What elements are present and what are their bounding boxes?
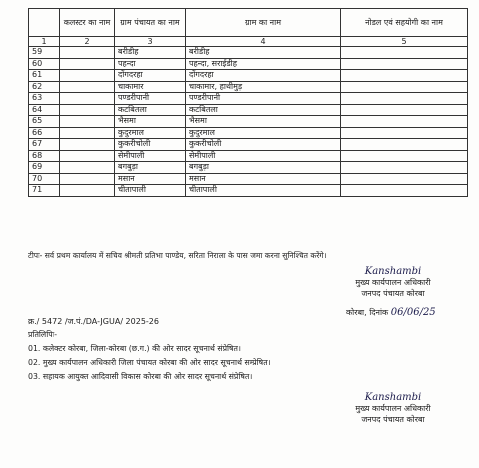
serial-cell: 67 — [29, 139, 60, 151]
panchayat-cell: कुकरीचोली — [115, 139, 186, 151]
village-cell: बरीडीह — [186, 47, 341, 59]
village-cell: कुदुरमाल — [186, 127, 341, 139]
date-line — [346, 307, 436, 318]
panchayat-cell: कटबितला — [115, 104, 186, 116]
village-cell: पहन्दा, सराईडीह — [186, 58, 341, 70]
panchayat-cell: दोंगदरहा — [115, 70, 186, 82]
nodal-cell — [341, 116, 468, 128]
nodal-cell — [341, 139, 468, 151]
cluster-cell — [60, 150, 115, 162]
panchayat-cell: कुदुरमाल — [115, 127, 186, 139]
village-cell: मसान — [186, 173, 341, 185]
header-serial — [29, 9, 60, 37]
panchayat-cell: बगबुड़ा — [115, 162, 186, 174]
officer-title: मुख्य कार्यपालन अधिकारी — [355, 278, 431, 287]
copy-item: 01. कलेक्टर कोरबा, जिला-कोरबा (छ.ग.) की ओर सादर सूचनार्थ संप्रेषित। — [28, 344, 241, 353]
col-number: 4 — [186, 37, 341, 47]
panchayat-cell: सेमीपाली — [115, 150, 186, 162]
nodal-cell — [341, 185, 468, 197]
cluster-cell — [60, 173, 115, 185]
handwritten-date: 06/06/25 — [390, 307, 436, 318]
serial-cell: 61 — [29, 70, 60, 82]
header-nodal: नोडल एवं सहयोगी का नाम — [341, 9, 468, 37]
officer-title: मुख्य कार्यपालन अधिकारी — [355, 404, 431, 413]
serial-cell: 64 — [29, 104, 60, 116]
nodal-cell — [341, 173, 468, 185]
date-label: कोरबा, दिनांक — [346, 308, 389, 317]
cluster-cell — [60, 93, 115, 105]
serial-cell: 65 — [29, 116, 60, 128]
table-row — [29, 81, 468, 93]
table-row — [29, 116, 468, 128]
nodal-cell — [341, 47, 468, 59]
column-number-row — [29, 37, 468, 47]
nodal-cell — [341, 93, 468, 105]
serial-cell: 63 — [29, 93, 60, 105]
village-table — [28, 8, 468, 197]
table-row — [29, 70, 468, 82]
table-row — [29, 150, 468, 162]
cluster-cell — [60, 58, 115, 70]
header-village: ग्राम का नाम — [186, 9, 341, 37]
cluster-cell — [60, 162, 115, 174]
panchayat-cell: बरीडीह — [115, 47, 186, 59]
serial-cell: 70 — [29, 173, 60, 185]
table-header-row — [29, 9, 468, 37]
panchayat-cell: चाकामार — [115, 81, 186, 93]
table-row — [29, 58, 468, 70]
reference-number: क्र./ 5472 /ज.पं./DA-JGUA/ 2025-26 — [28, 317, 159, 326]
panchayat-cell: चीतापाली — [115, 185, 186, 197]
col-number: 5 — [341, 37, 468, 47]
cluster-cell — [60, 139, 115, 151]
serial-cell: 66 — [29, 127, 60, 139]
cluster-cell — [60, 127, 115, 139]
panchayat-cell: पहन्दा — [115, 58, 186, 70]
table-row — [29, 104, 468, 116]
nodal-cell — [341, 70, 468, 82]
cluster-cell — [60, 47, 115, 59]
nodal-cell — [341, 127, 468, 139]
signature-block-2 — [318, 392, 468, 425]
col-number: 1 — [29, 37, 60, 47]
village-cell: भैसमा — [186, 116, 341, 128]
nodal-cell — [341, 150, 468, 162]
serial-cell: 62 — [29, 81, 60, 93]
copy-item: 02. मुख्य कार्यपालन अधिकारी जिला पंचायत कोरबा की ओर सादर सूचनार्थ सम्प्रेषित। — [28, 358, 271, 367]
table-row — [29, 93, 468, 105]
nodal-cell — [341, 162, 468, 174]
serial-cell: 59 — [29, 47, 60, 59]
panchayat-cell: भैसमा — [115, 116, 186, 128]
nodal-cell — [341, 104, 468, 116]
copy-list — [28, 328, 271, 384]
nodal-cell — [341, 58, 468, 70]
cluster-cell — [60, 104, 115, 116]
village-cell: चाकामार, हाथीमुड़ — [186, 81, 341, 93]
village-cell: कटबितला — [186, 104, 341, 116]
panchayat-cell: मसान — [115, 173, 186, 185]
signature-block-1 — [318, 266, 468, 299]
signature-scribble: Kanshambi — [364, 392, 422, 403]
table-row — [29, 47, 468, 59]
col-number: 3 — [115, 37, 186, 47]
table-row — [29, 162, 468, 174]
village-cell: चीतापाली — [186, 185, 341, 197]
header-cluster: कलस्टर का नाम — [60, 9, 115, 37]
village-cell: कुकरीचोली — [186, 139, 341, 151]
cluster-cell — [60, 116, 115, 128]
serial-cell: 71 — [29, 185, 60, 197]
note-text: टीपः- सर्व प्रथम कार्यालय में सचिव श्रीमती प्रतिभा पाण्डेय, सरिता निराला के पास जमा करना सुनिश्चित करेंगे। — [28, 251, 327, 260]
serial-cell: 60 — [29, 58, 60, 70]
village-cell: सेमीपाली — [186, 150, 341, 162]
table-row — [29, 173, 468, 185]
signature-scribble: Kanshambi — [364, 266, 422, 277]
table-row — [29, 185, 468, 197]
copy-heading: प्रतिलिपिः- — [28, 330, 58, 339]
header-panchayat: ग्राम पंचायत का नाम — [115, 9, 186, 37]
village-cell: पण्डरीपानी — [186, 93, 341, 105]
cluster-cell — [60, 185, 115, 197]
col-number: 2 — [60, 37, 115, 47]
copy-item: 03. सहायक आयुक्त आदिवासी विकास कोरबा की ओर सादर सूचनार्थ संप्रेषित। — [28, 372, 253, 381]
panchayat-cell: पण्डरीपानी — [115, 93, 186, 105]
serial-cell: 68 — [29, 150, 60, 162]
village-cell: दोंगदरहा — [186, 70, 341, 82]
office-name: जनपद पंचायत कोरबा — [361, 415, 425, 424]
village-cell: बगबुड़ा — [186, 162, 341, 174]
serial-cell: 69 — [29, 162, 60, 174]
cluster-cell — [60, 70, 115, 82]
table-row — [29, 127, 468, 139]
cluster-cell — [60, 81, 115, 93]
office-name: जनपद पंचायत कोरबा — [361, 289, 425, 298]
table-row — [29, 139, 468, 151]
nodal-cell — [341, 81, 468, 93]
